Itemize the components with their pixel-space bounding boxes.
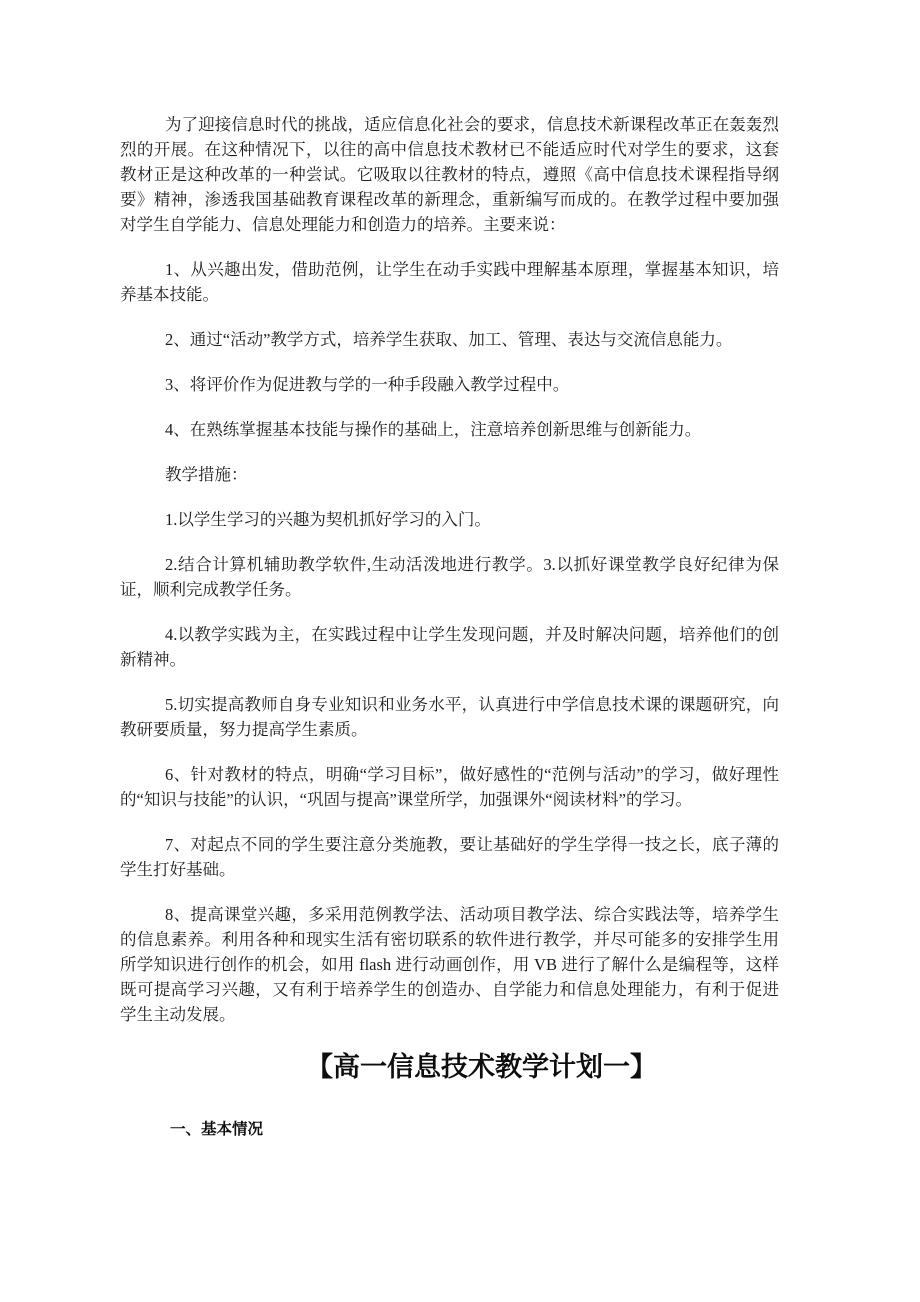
body-paragraph-measure-6: 6、针对教材的特点，明确“学习目标”，做好感性的“范例与活动”的学习，做好理性的“知识与技能”的认识，“巩固与提高”课堂所学，加强课外“阅读材料”的学习。 xyxy=(120,765,779,809)
subsection-heading: 一、基本情况 xyxy=(170,1121,264,1138)
body-paragraph-item-4: 4、在熟练掌握基本技能与操作的基础上，注意培养创新思维与创新能力。 xyxy=(165,420,702,439)
body-paragraph-measure-8: 8、提高课堂兴趣，多采用范例教学法、活动项目教学法、综合实践法等，培养学生的信息素养。利用各种和现实生活有密切联系的软件进行教学，并尽可能多的安排学生用所学知识进行创作的机会，如用 flash 进行动画创作，用 VB 进行了解什么是编程等，这样既可提高学习兴趣，又有利于培养学生的创造办、自学能力和信息处理能力，有利于促进学生主动发展。 xyxy=(120,905,779,1024)
body-paragraph-intro: 为了迎接信息时代的挑战，适应信息化社会的要求，信息技术新课程改革正在轰轰烈烈的开展。在这种情况下，以往的高中信息技术教材已不能适应时代对学生的要求，这套教材正是这种改革的一种尝试。它吸取以往教材的特点，遵照《高中信息技术课程指导纲要》精神，渗透我国基础教育课程改革的新理念，重新编写而成的。在教学过程中要加强对学生自学能力、信息处理能力和创造力的培养。主要来说： xyxy=(120,115,779,234)
body-paragraph-measure-2-3: 2.结合计算机辅助教学软件,生动活泼地进行教学。3.以抓好课堂教学良好纪律为保证，顺利完成教学任务。 xyxy=(120,555,779,599)
body-paragraph-measure-1: 1.以学生学习的兴趣为契机抓好学习的入门。 xyxy=(165,510,491,529)
body-paragraph-measures-label: 教学措施： xyxy=(165,465,248,484)
body-paragraph-measure-4: 4.以教学实践为主，在实践过程中让学生发现问题，并及时解决问题，培养他们的创新精神。 xyxy=(120,625,779,669)
body-paragraph-item-3: 3、将评价作为促进教与学的一种手段融入教学过程中。 xyxy=(165,375,570,394)
body-paragraph-item-1: 1、从兴趣出发，借助范例，让学生在动手实践中理解基本原理，掌握基本知识，培养基本技能。 xyxy=(120,260,779,304)
body-paragraph-measure-5: 5.切实提高教师自身专业知识和业务水平，认真进行中学信息技术课的课题研究，向教研要质量，努力提高学生素质。 xyxy=(120,695,779,739)
body-paragraph-item-2: 2、通过“活动”教学方式，培养学生获取、加工、管理、表达与交流信息能力。 xyxy=(165,330,733,349)
section-heading: 【高一信息技术教学计划一】 xyxy=(306,1052,657,1082)
document-body xyxy=(120,112,779,1142)
body-paragraph-measure-7: 7、对起点不同的学生要注意分类施教，要让基础好的学生学得一技之长，底子薄的学生打好基础。 xyxy=(120,835,779,879)
